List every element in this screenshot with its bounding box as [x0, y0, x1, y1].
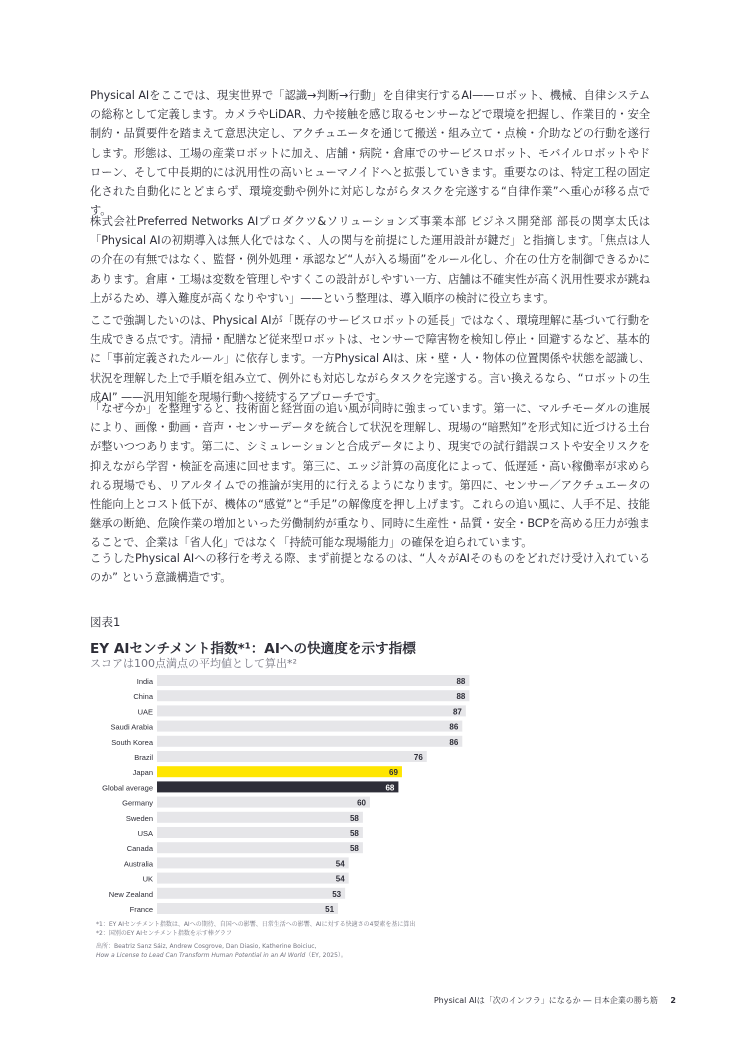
- bar-value-label: 86: [449, 722, 459, 732]
- chart-note-2: *2：国別のEY AIセンチメント指数を示す棒グラフ: [96, 930, 232, 937]
- bar-value-label: 54: [335, 874, 345, 884]
- bar: [157, 751, 427, 762]
- bar-category-label: Brazil: [134, 753, 153, 762]
- bar: [157, 675, 469, 686]
- bar: [157, 736, 462, 747]
- bar-value-label: 68: [385, 783, 395, 793]
- bar-value-label: 54: [335, 859, 345, 869]
- bar-category-label: USA: [137, 829, 153, 838]
- bar-category-label: New Zealand: [108, 889, 153, 899]
- bar: [157, 873, 349, 884]
- bar-category-label: China: [133, 692, 153, 702]
- bar: [157, 781, 398, 792]
- bar: [157, 797, 370, 808]
- chart-title: EY AIセンチメント指数*¹：AIへの快適度を示す指標: [90, 641, 416, 657]
- source-title: How a License to Lead Can Transform Human Potential in an AI World: [96, 952, 306, 959]
- bar-value-label: 88: [456, 677, 466, 686]
- bar-value-label: 58: [349, 813, 359, 823]
- chart-notes: [96, 920, 415, 938]
- chart-source: [96, 942, 347, 960]
- bar-category-label: South Korea: [111, 737, 153, 747]
- emphasis-paragraph: ここで強調したいのは、Physical AIが「既存のサービスロボットの延長」ではなく、環境理解に基づいて行動を生成できる点です。清掃・配膳など従来型ロボットは、センサーで障害物を検知し停止・回避するなど、基本的に「事前定義されたルール」に依存します。一方Physical AIは、床・壁・人・物体の位置関係や状態を認識し、状況を理解した上で手順を組み立て、例外にも対応しながらタスクを完遂する。言い換えるなら、“ロボットの生成AI” ——汎用知能を現場行動へ接続するアプローチです。: [90, 314, 650, 404]
- bar-category-label: Saudi Arabia: [110, 722, 153, 732]
- bar-category-label: Australia: [123, 859, 153, 869]
- bar-category-label: Sweden: [125, 813, 153, 823]
- chart-note-1: *1：EY AIセンチメント指数は、AIへの期待、自国への影響、日常生活への影響、AIに対する快適さの4要素を基に算出: [96, 921, 416, 928]
- bar-category-label: Germany: [122, 798, 153, 808]
- footer-title: Physical AIは「次のインフラ」になるか ― 日本企業の勝ち筋: [433, 996, 658, 1005]
- source-authors: 出所：Beatriz Sanz Sáiz, Andrew Cosgrove, Dan Diasio, Katherine Boiciuc,: [96, 943, 317, 950]
- bar-value-label: 53: [332, 889, 342, 899]
- bar-value-label: 86: [449, 737, 459, 747]
- bar: [157, 842, 363, 853]
- bar-value-label: 76: [413, 753, 423, 762]
- chart-subtitle: スコアは100点満点の平均値として算出*²: [90, 657, 297, 670]
- transition-paragraph: こうしたPhysical AIへの移行を考える際、まず前提となるのは、“人々がAIそのものをどれだけ受け入れているのか” という意識構造です。: [90, 552, 650, 585]
- bar: [157, 888, 345, 899]
- page-footer: [434, 995, 676, 1006]
- bar-value-label: 58: [349, 829, 359, 838]
- bar-category-label: Canada: [126, 844, 153, 854]
- quote-paragraph: 株式会社Preferred Networks AIプロダクツ&ソリューションズ事業本部 ビジネス開発部 部長の関享太氏は「Physical AIの初期導入は無人化ではなく、人の関与を前提にした運用設計が鍵だ」と指摘します。「焦点は人の介在の有無ではなく、監督・例外処理・承認など“人が入る場面”をルール化し、介在の仕方を制御できるかにあります。倉庫・工場は変数を管理しやすくこの設計がしやすい一方、店舗は不確実性が高く汎用性要求が跳ね上がるため、導入難度が高くなりやすい」——という整理は、導入順序の検討に役立ちます。: [90, 215, 650, 305]
- page-number: 2: [670, 996, 676, 1005]
- bar-category-label: Japan: [132, 768, 153, 778]
- bar: [157, 690, 469, 701]
- bar-value-label: 60: [357, 798, 366, 808]
- bar: [157, 705, 466, 716]
- bar-value-label: 88: [456, 692, 466, 702]
- bar: [157, 766, 402, 777]
- bar-category-label: France: [129, 905, 153, 914]
- figure-label: 図表1: [90, 615, 121, 629]
- bar: [157, 857, 349, 868]
- bar: [157, 721, 462, 732]
- sentiment-bar-chart: [88, 670, 518, 915]
- bar-value-label: 87: [452, 707, 462, 717]
- bar-value-label: 51: [325, 905, 335, 914]
- why-now-paragraph: 「なぜ今か」を整理すると、技術面と経営面の追い風が同時に強まっています。第一に、マルチモーダルの進展により、画像・動画・音声・センサーデータを統合して状況を理解し、現場の“暗黙知”を形式知に近づける土台が整いつつあります。第二に、シミュレーションと合成データにより、現実での試行錯誤コストや安全リスクを抑えながら学習・検証を高速に回せます。第三に、エッジ計算の高度化によって、低遅延・高い稼働率が求められる現場でも、リアルタイムでの推論が実用的に行えるようになります。第四に、センサー／アクチュエータの性能向上とコスト低下が、機体の“感覚”と“手足”の解像度を押し上げます。これらの追い風に、人手不足、技能継承の断絶、危険作業の増加といった労働制約が重なり、同時に生産性・品質・安全・BCPを高める圧力が強まることで、企業は「省人化」ではなく「持続可能な現場能力」の確保を迫られています。: [90, 402, 650, 550]
- bar: [157, 812, 363, 823]
- bar-category-label: UAE: [137, 707, 153, 717]
- intro-paragraph: Physical AIをここでは、現実世界で「認識→判断→行動」を自律実行するAI——ロボット、機械、自律システムの総称として定義します。カメラやLiDAR、力や接触を感じ取るセンサーなどで環境を把握し、作業目的・安全制約・品質要件を踏まえて意思決定し、アクチュエータを通じて搬送・組み立て・点検・介助などの行動を遂行します。形態は、工場の産業ロボットに加え、店舗・病院・倉庫でのサービスロボット、モバイルロボットやドローン、そして中長期的には汎用性の高いヒューマノイドへと拡張していきます。重要なのは、特定工程の固定化された自動化にとどまらず、環境変動や例外に対応しながらタスクを完遂する“自律作業”へ重心が移る点です。: [90, 89, 650, 218]
- bar-value-label: 58: [349, 844, 359, 854]
- source-suffix: （EY, 2025）。: [305, 952, 347, 959]
- bar-value-label: 69: [389, 768, 398, 778]
- bar-category-label: India: [136, 677, 153, 686]
- bar: [157, 903, 338, 914]
- bar-category-label: UK: [142, 874, 153, 884]
- bar-category-label: Global average: [102, 783, 153, 793]
- bar: [157, 827, 363, 838]
